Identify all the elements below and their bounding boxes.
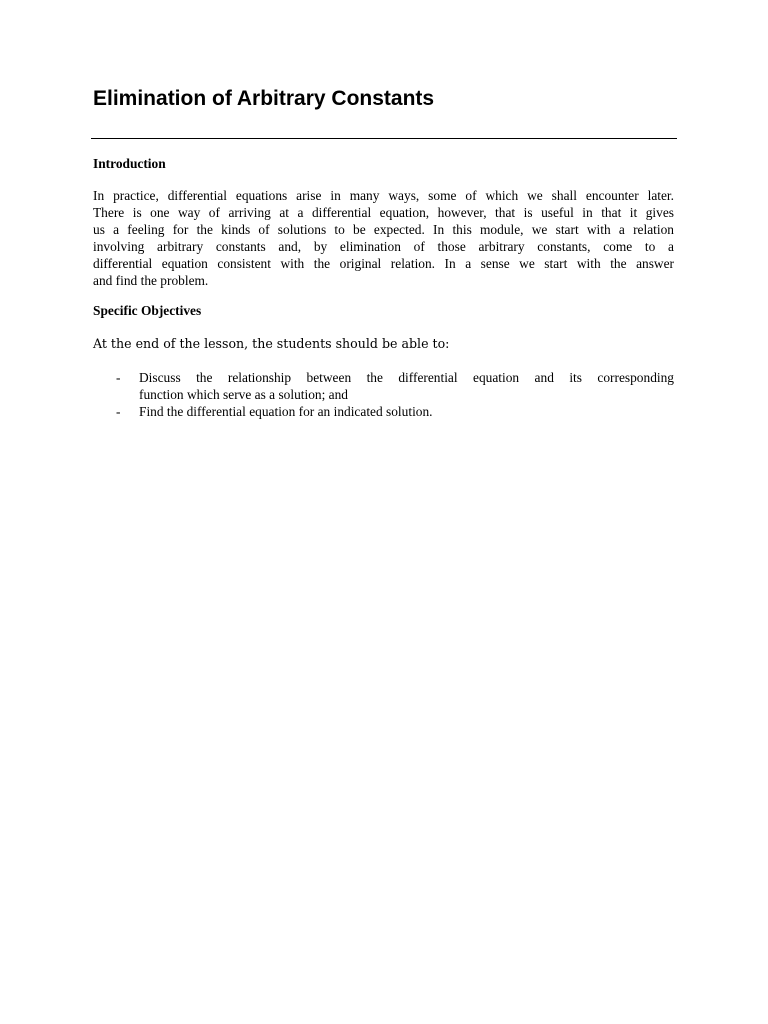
dash-bullet: - [116, 404, 121, 419]
dash-bullet: - [116, 370, 121, 385]
paragraph-line: involving arbitrary constants and, by elimination of those arbitrary constants, come to a [93, 239, 674, 254]
introduction-paragraph [93, 187, 674, 289]
objectives-list [93, 369, 674, 420]
paragraph-line: us a feeling for the kinds of solutions to be expected. In this module, we start with a relation [93, 222, 674, 237]
title-divider [91, 138, 677, 139]
list-item-text [139, 403, 674, 420]
paragraph-line: In practice, differential equations arise in many ways, some of which we shall encounter later. [93, 188, 674, 203]
paragraph-line: There is one way of arriving at a differential equation, however, that is useful in that it gives [93, 205, 674, 220]
document-title: Elimination of Arbitrary Constants [93, 87, 435, 110]
objectives-lead: At the end of the lesson, the students should be able to: [93, 336, 450, 351]
paragraph-line: and find the problem. [93, 273, 209, 288]
introduction-heading: Introduction [93, 156, 166, 171]
list-item [93, 403, 674, 420]
paragraph-line: differential equation consistent with the original relation. In a sense we start with the answer [93, 256, 674, 271]
list-item-line: function which serve as a solution; and [139, 387, 348, 402]
objectives-heading: Specific Objectives [93, 303, 202, 318]
list-item-line: Find the differential equation for an indicated solution. [139, 404, 433, 419]
list-item [93, 369, 674, 403]
list-item-line: Discuss the relationship between the differential equation and its corresponding [139, 370, 674, 385]
list-item-text [139, 369, 674, 403]
